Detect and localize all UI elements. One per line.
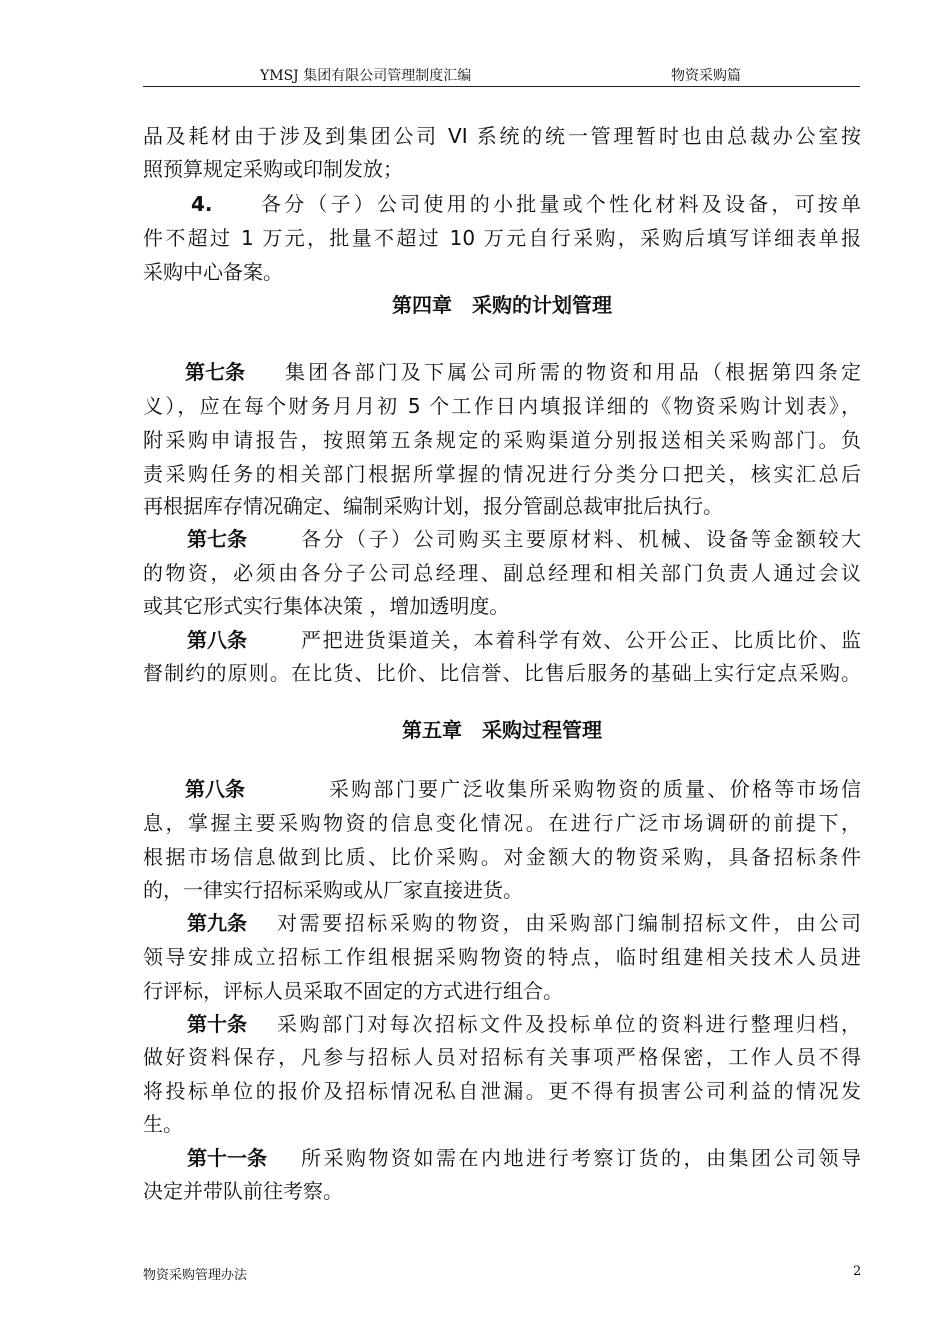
text-line: 的物资，必须由各分子公司总经理、副总经理和相关部门负责人通过会议	[143, 561, 861, 585]
text-line: 照预算规定采购或印制发放；	[143, 157, 403, 181]
text-line: 领导安排成立招标工作组根据采购物资的特点，临时组建相关技术人员进	[143, 945, 861, 969]
text-line: 件不超过 1 万元，批量不超过 10 万元自行采购，采购后填写详细表单报	[143, 226, 861, 250]
text-line: 各分（子）公司使用的小批量或个性化材料及设备，可按单	[261, 192, 861, 216]
text-line: 所采购物资如需在内地进行考察订货的，由集团公司领导	[301, 1146, 861, 1170]
list-number: 4.	[191, 192, 213, 216]
text-line: 行评标，评标人员采取不固定的方式进行组合。	[143, 979, 563, 1003]
text-line: 责采购任务的相关部门根据所掌握的情况进行分类分口把关，核实汇总后	[143, 462, 861, 486]
text-line: 采购中心备案。	[143, 260, 283, 284]
chapter-heading: 第五章 采购过程管理	[402, 718, 602, 742]
text-line: 生。	[143, 1112, 183, 1136]
text-line: 对需要招标采购的物资，由采购部门编制招标文件，由公司	[277, 911, 861, 935]
page-number: 2	[853, 1264, 862, 1279]
article-label: 第八条	[187, 628, 247, 652]
text-line: 严把进货渠道关，本着科学有效、公开公正、比质比价、监	[301, 628, 861, 652]
text-line: 各分（子）公司购买主要原材料、机械、设备等金额较大	[301, 527, 861, 551]
article-label: 第九条	[187, 911, 247, 935]
article-label: 第七条	[185, 360, 245, 384]
text-line: 决定并带队前往考察。	[143, 1179, 343, 1203]
text-line: 做好资料保存，凡参与招标人员对招标有关事项严格保密，工作人员不得	[143, 1045, 861, 1069]
chapter-heading: 第四章 采购的计划管理	[392, 293, 612, 317]
text-line: 集团各部门及下属公司所需的物资和用品（根据第四条定	[285, 360, 861, 384]
text-line: 再根据库存情况确定、编制采购计划，报分管副总裁审批后执行。	[143, 494, 723, 518]
page-header	[143, 62, 860, 87]
text-line: 附采购申请报告，按照第五条规定的采购渠道分别报送相关采购部门。负	[143, 428, 861, 452]
text-line: 根据市场信息做到比质、比价采购。对金额大的物资采购，具备招标条件	[143, 845, 861, 869]
header-title: YMSJ 集团有限公司管理制度汇编	[260, 68, 472, 84]
footer-title: 物资采购管理办法	[143, 1268, 248, 1283]
article-label: 第八条	[185, 777, 245, 801]
text-line: 采购部门对每次招标文件及投标单位的资料进行整理归档，	[277, 1012, 861, 1036]
article-label: 第七条	[187, 527, 247, 551]
text-line: 或其它形式实行集体决策 ，增加透明度。	[143, 594, 510, 618]
header-section: 物资采购篇	[671, 68, 741, 84]
article-label: 第十一条	[187, 1146, 267, 1170]
text-line: 息，掌握主要采购物资的信息变化情况。在进行广泛市场调研的前提下，	[143, 811, 861, 835]
text-line: 将投标单位的报价及招标情况私自泄漏。更不得有损害公司利益的情况发	[143, 1079, 861, 1103]
article-label: 第十条	[187, 1012, 247, 1036]
text-line: 义），应在每个财务月月初 5 个工作日内填报详细的《物资采购计划表》，	[143, 394, 861, 418]
text-line: 的，一律实行招标采购或从厂家直接进货。	[143, 878, 523, 902]
text-line: 督制约的原则。在比货、比价、比信誉、比售后服务的基础上实行定点采购。	[143, 661, 861, 685]
text-line: 品及耗材由于涉及到集团公司 VI 系统的统一管理暂时也由总裁办公室按	[143, 124, 861, 148]
text-line: 采购部门要广泛收集所采购物资的质量、价格等市场信	[329, 777, 861, 801]
